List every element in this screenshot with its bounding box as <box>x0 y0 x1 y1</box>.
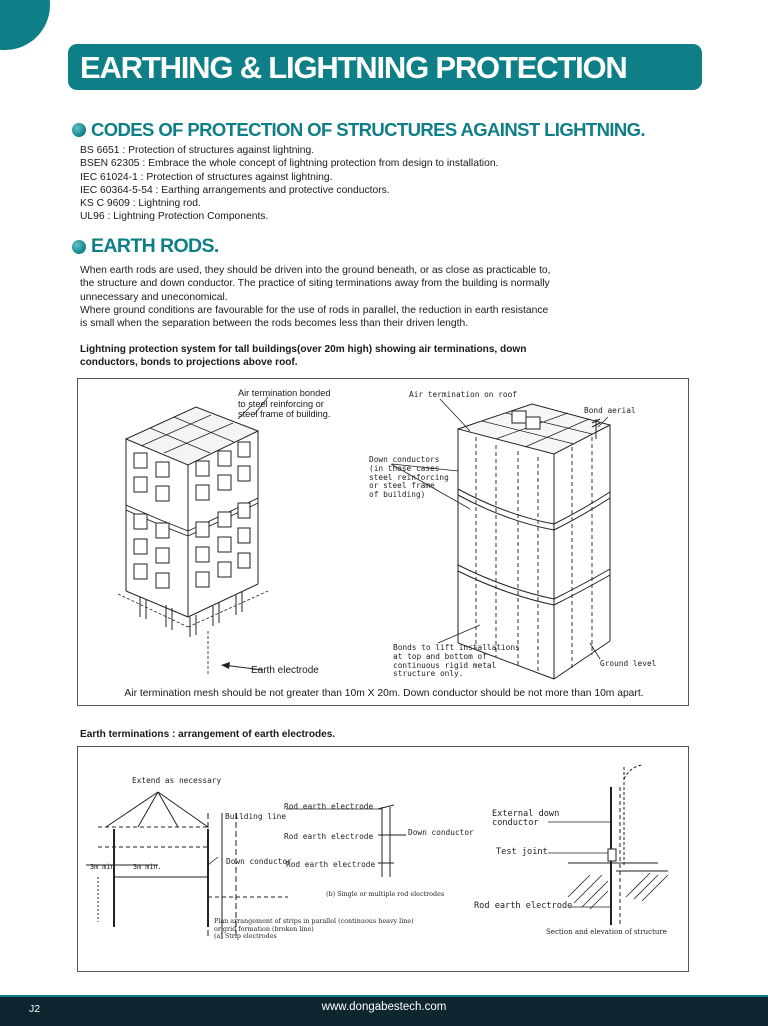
building-diagram <box>78 379 688 705</box>
code-line: BS 6651 : Protection of structures against lightning. <box>80 145 315 156</box>
paragraph-line: unnecessary and uneconomical. <box>80 291 228 303</box>
caption-line: conductors, bonds to projections above roof. <box>80 357 298 368</box>
codes-title: CODES OF PROTECTION OF STRUCTURES AGAINST LIGHTNING. <box>91 119 645 140</box>
website-link[interactable]: www.dongabestech.com <box>321 1001 447 1013</box>
title-banner <box>68 44 702 90</box>
page-number: J2 <box>29 1003 41 1015</box>
air-termination-roof-label: Air termination on roof <box>409 390 517 399</box>
paragraph-line: the structure and down conductor. The practice of siting terminations away from the building is normally <box>80 278 550 290</box>
b-caption: (b) Single or multiple rod electrodes <box>326 890 445 898</box>
bullet-icon <box>72 123 86 137</box>
code-line: IEC 61024-1 : Protection of structures against lightning. <box>80 171 333 183</box>
code-line: UL96 : Lightning Protection Components. <box>80 211 269 223</box>
earth-rods-heading <box>72 235 219 258</box>
figure1-frame <box>77 378 689 706</box>
ground-hatch <box>568 873 668 909</box>
bullet-icon <box>72 240 86 254</box>
down-conductor-label-a: Down conductor <box>226 857 292 866</box>
windows-right <box>196 442 250 587</box>
paragraph-line: Where ground conditions are favourable for the use of rods in parallel, the reduction in earth resistance <box>80 304 549 316</box>
rod-earth-label-4: Rod earth electrode <box>474 901 573 911</box>
earth-electrode-label: Earth electrode <box>251 665 319 676</box>
paragraph-line: When earth rods are used, they should be driven into the ground beneath, or as close as practicable to, <box>80 265 551 276</box>
code-line: KS C 9609 : Lightning rod. <box>80 198 201 210</box>
codes-heading <box>72 119 645 141</box>
test-joint-label: Test joint <box>496 847 548 857</box>
extend-label: Extend as necessary <box>132 776 222 785</box>
corner-decoration <box>0 0 50 50</box>
down-conductors <box>476 437 592 673</box>
building-line-label: Building line <box>225 812 287 821</box>
page-title: EARTHING & LIGHTNING PROTECTION <box>80 50 627 85</box>
three-m-min-label-b: 3m min. <box>133 863 162 871</box>
bonds-lift-label: Bonds to lift installations at top and bottom of continuous rigid metal structure only. <box>393 643 520 679</box>
paragraph-line: is small when the separation between the rods becomes less than their driven length. <box>80 318 469 330</box>
down-conductor-label-b: Down conductor <box>408 828 474 837</box>
footer <box>0 995 768 1026</box>
bond-aerial-label: Bond aerial <box>584 406 636 415</box>
codes-list <box>80 144 498 224</box>
figure2-caption: Earth terminations : arrangement of earth electrodes. <box>80 729 336 740</box>
earth-rods-paragraph <box>80 264 600 330</box>
code-line: IEC 60364-5-54 : Earthing arrangements and protective conductors. <box>80 184 390 196</box>
rod-earth-label-2: Rod earth electrode <box>284 832 374 841</box>
ground-level-label: Ground level <box>600 659 657 668</box>
external-down-label: External down conductor <box>492 809 560 828</box>
caption-line: Lightning protection system for tall buildings(over 20m high) showing air terminations, down <box>80 344 527 355</box>
down-conductors-label: Down conductors (in these cases steel reinforcing or steel frame of building) <box>369 455 449 500</box>
rod-earth-label-1: Rod earth electrode <box>284 802 374 811</box>
air-termination-bonded-label: Air termination bonded to steel reinforcing or steel frame of building. <box>238 388 331 419</box>
figure1-caption <box>80 343 526 369</box>
windows-left <box>134 453 169 588</box>
three-m-min-label-a: 3m min <box>90 863 115 871</box>
code-line: BSEN 62305 : Embrace the whole concept of lightning protection from design to installation. <box>80 158 499 170</box>
figure2-frame <box>77 746 689 972</box>
mesh-note: Air termination mesh should be not greater than 10m X 20m. Down conductor should be not more than 10m apart. <box>124 688 644 699</box>
section-label: Section and elevation of structure <box>546 928 667 936</box>
plan-caption: Plan arrangement of strips in parallel (continuous heavy line) or grid formation (broken line) (a) Strip electrodes <box>214 917 414 941</box>
rod-earth-label-3: Rod earth electrode <box>286 860 376 869</box>
earth-rods-title: EARTH RODS. <box>91 235 219 257</box>
